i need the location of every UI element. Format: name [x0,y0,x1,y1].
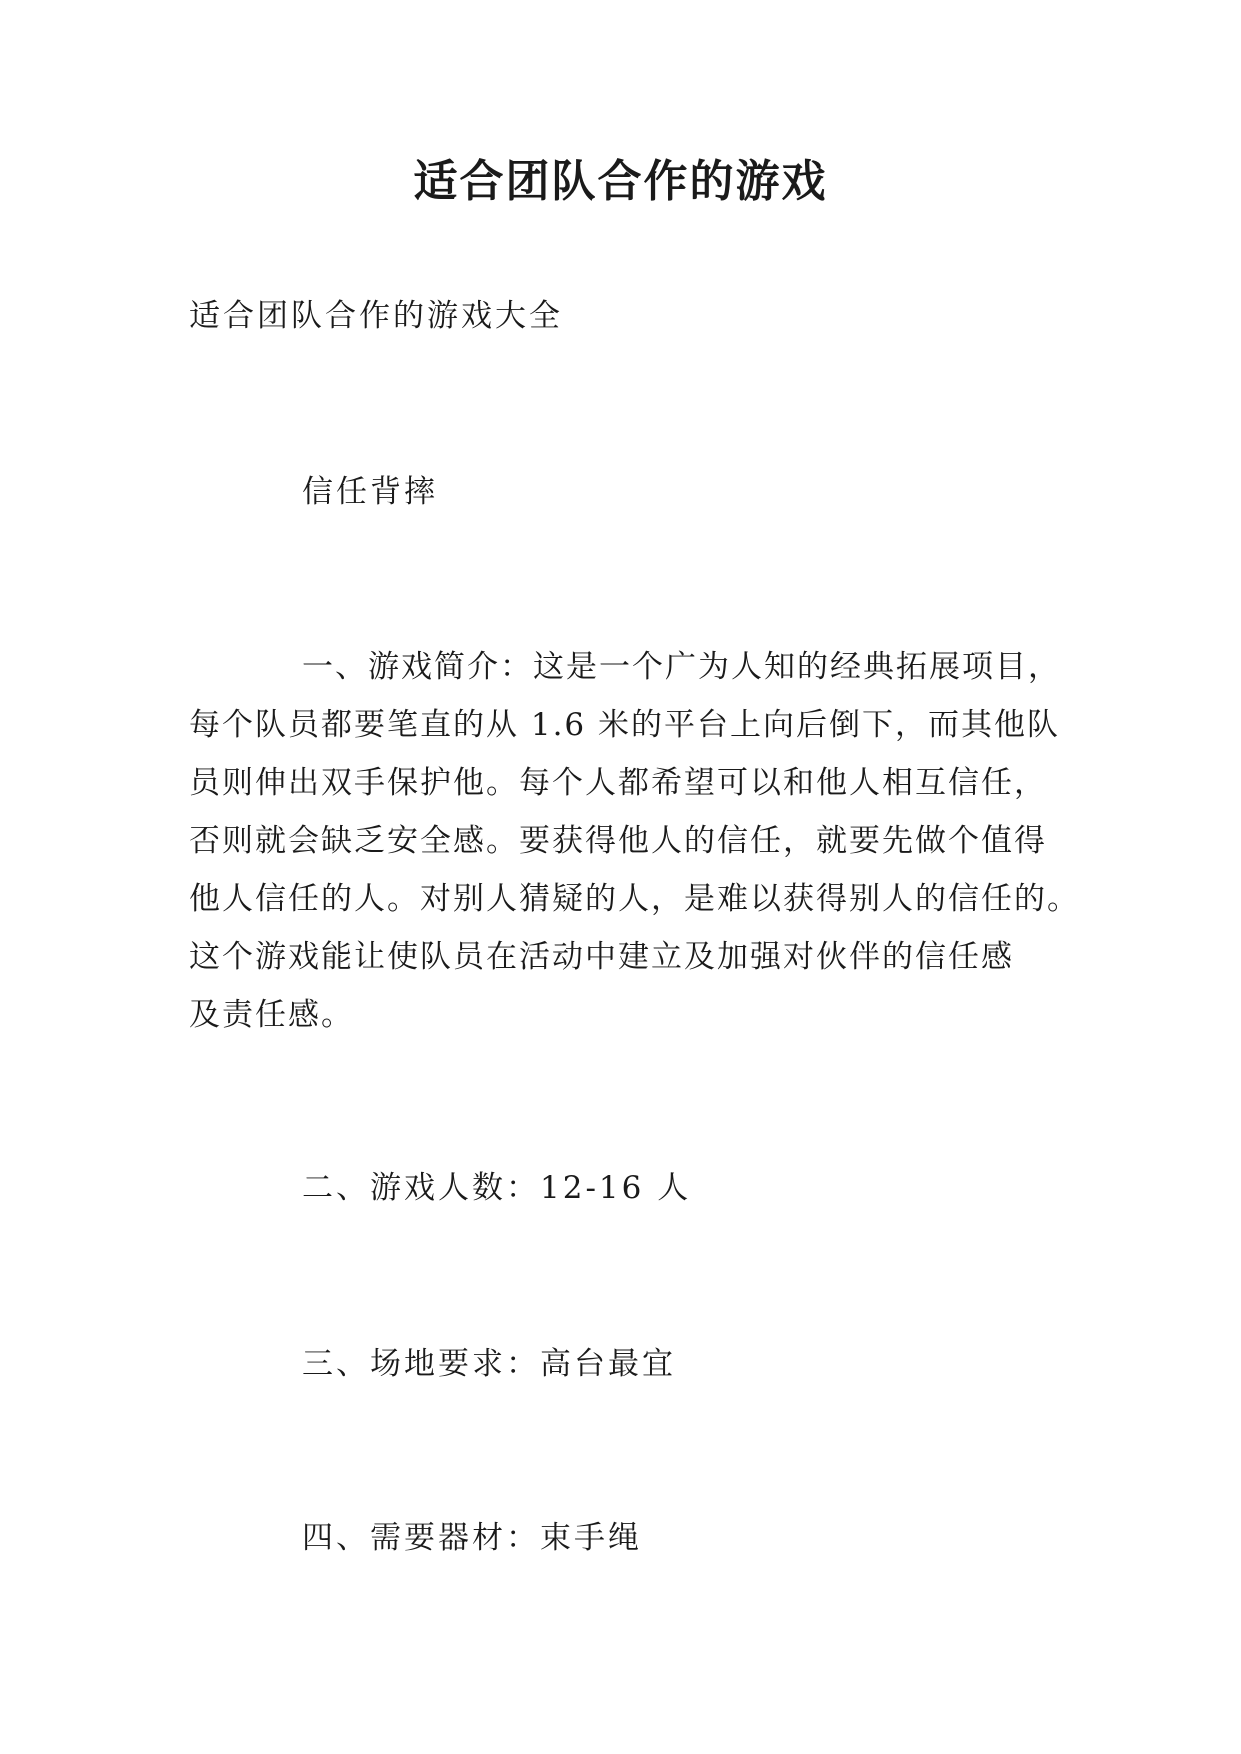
players-item: 二、游戏人数：12-16 人 [302,1170,692,1206]
intro-line: 及责任感。 [189,997,354,1033]
document-title: 适合团队合作的游戏 [413,156,828,207]
intro-line: 员则伸出双手保护他。每个人都希望可以和他人相互信任， [189,765,1047,801]
intro-paragraph [189,638,1080,1044]
equipment-item: 四、需要器材：束手绳 [302,1520,642,1556]
intro-line: 一、游戏简介：这是一个广为人知的经典拓展项目， [302,649,1061,685]
venue-item: 三、场地要求：高台最宜 [302,1346,676,1382]
intro-line: 每个队员都要笔直的从 1.6 米的平台上向后倒下，而其他队 [189,707,1061,743]
section-heading: 信任背摔 [302,474,438,510]
intro-line: 否则就会缺乏安全感。要获得他人的信任，就要先做个值得 [189,823,1047,859]
intro-line: 这个游戏能让使队员在活动中建立及加强对伙伴的信任感 [189,939,1014,975]
document-subtitle: 适合团队合作的游戏大全 [189,298,563,334]
intro-line: 他人信任的人。对别人猜疑的人，是难以获得别人的信任的。 [189,881,1080,917]
